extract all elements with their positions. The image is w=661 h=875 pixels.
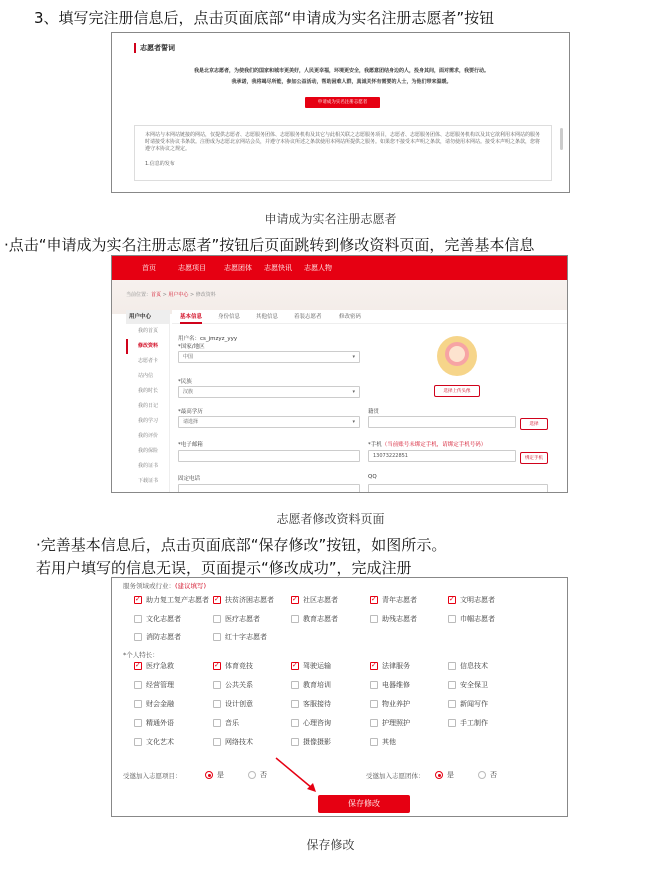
tab-password[interactable]: 修改密码 [339, 314, 362, 320]
chevron-down-icon: ▾ [352, 354, 355, 360]
tab-identity[interactable]: 身份信息 [218, 314, 241, 320]
breadcrumb-prefix: 当前位置： [126, 292, 152, 298]
skills-label: *个人特长： [123, 651, 159, 659]
pointer-arrow-icon [272, 754, 320, 796]
invite-team-no-label: 否 [490, 771, 497, 779]
email-field[interactable] [178, 450, 360, 462]
skill-option-label: 客服接待 [303, 700, 331, 708]
nav-news[interactable]: 志愿快讯 [264, 264, 292, 272]
skill-option-label: 安全保卫 [460, 681, 488, 689]
side-item[interactable]: 我的保险 [138, 448, 159, 454]
skill-option-label: 精通外语 [146, 719, 174, 727]
service-option-label: 医疗志愿者 [225, 614, 260, 623]
step3-heading: 3、填写完注册信息后，点击页面底部“申请成为实名注册志愿者”按钮 [34, 9, 495, 27]
apply-real-name-volunteer-button[interactable]: 申请成为实名注册志愿者 [305, 97, 380, 108]
skill-option-checkbox[interactable] [134, 700, 142, 708]
service-option-label: 青年志愿者 [382, 596, 417, 604]
skill-option-label: 摄像摄影 [303, 738, 331, 746]
service-option-checkbox[interactable] [291, 596, 299, 604]
skill-option-label: 信息技术 [460, 662, 488, 670]
skill-option-checkbox[interactable] [213, 681, 221, 689]
phone-field[interactable] [368, 450, 516, 462]
service-option-label: 文化志愿者 [146, 614, 181, 623]
invite-project-label: 受邀加入志愿项目： [123, 772, 182, 780]
caption-3: 保存修改 [306, 838, 355, 852]
skill-option-label: 新闻写作 [460, 700, 488, 708]
skill-option-label: 音乐 [225, 719, 239, 727]
skill-option-label: 财会金融 [146, 700, 174, 708]
skill-option-label: 电器维修 [382, 681, 410, 689]
phone-label: *手机 [368, 442, 382, 448]
landline-field[interactable] [178, 484, 360, 493]
education-label: *最高学历 [178, 409, 203, 415]
skill-option-checkbox[interactable] [291, 700, 299, 708]
qq-label: QQ [368, 474, 377, 480]
side-item[interactable]: 我的日记 [138, 403, 159, 409]
ethnic-select[interactable] [178, 386, 360, 398]
country-select[interactable] [178, 351, 360, 363]
service-option-label: 巾帼志愿者 [460, 614, 495, 623]
side-item-edit-profile[interactable]: 修改资料 [126, 339, 169, 354]
skill-option-checkbox[interactable] [370, 700, 378, 708]
skill-option-checkbox[interactable] [213, 719, 221, 727]
skill-option-checkbox[interactable] [448, 662, 456, 670]
invite-team-yes-radio[interactable] [435, 771, 443, 779]
skill-option-checkbox[interactable] [213, 700, 221, 708]
nav-people[interactable]: 志愿人物 [304, 264, 332, 272]
invite-team-yes-label: 是 [447, 771, 454, 779]
upload-avatar-button[interactable]: 选择上传头像 [434, 385, 480, 397]
save-changes-button[interactable]: 保存修改 [318, 795, 410, 813]
skill-option-checkbox[interactable] [370, 681, 378, 689]
side-item[interactable]: 下载证书 [138, 478, 159, 484]
pledge-line: 我是北京志愿者，为使我们的国家和城市更美好，人民更幸福，环境更安全，我愿意团结身边的人，投身其间，面对需求，我要行动。 [193, 68, 489, 74]
service-label-text: 服务领域或行业： [123, 582, 175, 590]
email-label: *电子邮箱 [178, 442, 203, 448]
ethnic-label: *民族 [178, 379, 192, 385]
invite-project-no-label: 否 [260, 771, 267, 779]
pledge-text [112, 67, 570, 85]
service-option-label: 助残志愿者 [382, 614, 417, 623]
step-b-heading: ·点击“申请成为实名注册志愿者”按钮后页面跳转到修改资料页面，完善基本信息 [4, 236, 535, 254]
side-menu [126, 310, 170, 493]
skill-option-checkbox[interactable] [448, 681, 456, 689]
skill-option-checkbox[interactable] [291, 662, 299, 670]
skill-option-label: 法律服务 [382, 662, 410, 670]
service-option-label: 红十字志愿者 [225, 633, 267, 641]
service-option-label: 助力复工复产志愿者 [146, 596, 209, 604]
service-option-label: 文明志愿者 [460, 596, 495, 604]
skill-option-checkbox[interactable] [370, 662, 378, 670]
country-label: *国家/地区 [178, 344, 205, 350]
skill-option-checkbox[interactable] [291, 681, 299, 689]
skill-option-checkbox[interactable] [370, 738, 378, 746]
skill-option-label: 驾驶运输 [303, 662, 331, 670]
skill-option-label: 经营管理 [146, 681, 174, 689]
breadcrumb-user-center[interactable]: 用户中心 [168, 292, 189, 298]
terms-item: 1.信息的发布 [145, 161, 175, 167]
service-option-checkbox[interactable] [134, 615, 142, 623]
skill-option-label: 护理照护 [382, 719, 410, 727]
service-option-checkbox[interactable] [213, 615, 221, 623]
terms-scrollbar[interactable] [560, 128, 563, 150]
breadcrumb-current: 修改资料 [195, 292, 216, 298]
skill-option-label: 手工制作 [460, 719, 488, 727]
service-option-label: 扶贫济困志愿者 [225, 596, 274, 604]
skill-option-label: 设计创意 [225, 700, 253, 708]
side-item[interactable]: 我的证书 [138, 463, 159, 469]
terms-text: 本网站与本网站链接的网站，仅提供志愿者、志愿服务团体、志愿服务机构及其它与此相关联之志愿服务项目，志愿者、志愿服务团体、志愿服务机构以及其它欲利用本网站的服务时请接受本协议书条款。注册成为志愿北京网站会员，并遵守本协议所述之条款使用本网站所提供之服务。如果您不接受本声明之条款，请勿使用本网站。接受本声明之条款，您将遵守本协议之规定。 [145, 132, 541, 152]
skill-option-checkbox[interactable] [134, 662, 142, 670]
qq-field[interactable] [368, 484, 548, 493]
breadcrumb-home[interactable]: 首页 [151, 292, 162, 298]
side-item[interactable]: 站内信 [138, 373, 154, 379]
skill-option-label: 教育培训 [303, 681, 331, 689]
skill-option-checkbox[interactable] [134, 681, 142, 689]
nav-projects[interactable]: 志愿项目 [178, 264, 206, 272]
screenshot-edit-profile [111, 255, 568, 493]
skill-option-label: 体育竞技 [225, 662, 253, 670]
invite-team-no-radio[interactable] [478, 771, 486, 779]
service-option-checkbox[interactable] [370, 596, 378, 604]
side-item[interactable]: 我的首页 [138, 328, 159, 334]
native-place-label: 籍贯 [368, 409, 380, 415]
service-field-label [123, 581, 206, 590]
username-row [178, 334, 237, 342]
avatar-skin-icon [449, 346, 465, 362]
skill-option-checkbox[interactable] [291, 738, 299, 746]
skill-option-checkbox[interactable] [213, 662, 221, 670]
service-option-checkbox[interactable] [448, 596, 456, 604]
avatar [437, 336, 477, 376]
education-value: 请选择 [183, 419, 199, 425]
pledge-line: 我承诺，我将竭尽所能，参加公益活动，帮助困难人群，真诚关怀有需要的人士，为他们带来温暖。 [231, 79, 452, 85]
skill-option-label: 医疗急救 [146, 662, 174, 670]
ethnic-value: 汉族 [183, 389, 194, 395]
invite-team-label: 受邀加入志愿团体： [366, 772, 425, 780]
username-label: 用户名： [178, 336, 201, 342]
invite-project-no-radio[interactable] [248, 771, 256, 779]
native-place-input[interactable] [368, 416, 516, 428]
nav-home[interactable]: 首页 [142, 264, 156, 272]
service-option-checkbox[interactable] [134, 596, 142, 604]
country-value: 中国 [183, 354, 194, 360]
native-select-button[interactable]: 选择 [520, 418, 548, 430]
skill-option-label: 文化艺术 [146, 738, 174, 746]
step-c-heading-2: 若用户填写的信息无误，页面提示“修改成功”，完成注册 [36, 559, 412, 577]
screenshot-pledge [111, 32, 570, 193]
phone-value: 13073222851 [373, 453, 408, 459]
tab-basic-info[interactable]: 基本信息 [180, 310, 202, 324]
bind-phone-button[interactable]: 绑定手机 [520, 452, 548, 464]
skill-option-checkbox[interactable] [291, 719, 299, 727]
phone-label-row [368, 440, 486, 448]
invite-project-yes-label: 是 [217, 771, 224, 779]
side-item[interactable]: 志愿者卡 [138, 358, 159, 364]
side-item[interactable]: 我的时长 [138, 388, 159, 394]
skill-option-label: 其他 [382, 738, 396, 746]
service-hint: (建议填写) [175, 582, 207, 590]
landline-label: 固定电话 [178, 476, 201, 482]
side-item[interactable]: 我的评价 [138, 433, 159, 439]
service-option-checkbox[interactable] [213, 633, 221, 641]
side-item[interactable]: 我的学习 [138, 418, 159, 424]
skill-option-checkbox[interactable] [370, 719, 378, 727]
skill-option-label: 公共关系 [225, 681, 253, 689]
skill-option-checkbox[interactable] [448, 700, 456, 708]
service-option-checkbox[interactable] [448, 615, 456, 623]
skill-option-label: 心理咨询 [303, 719, 331, 727]
service-option-label: 消防志愿者 [146, 633, 181, 641]
terms-box [134, 125, 552, 181]
caption-1: 申请成为实名注册志愿者 [264, 212, 397, 226]
nav-teams[interactable]: 志愿团体 [224, 264, 252, 272]
phone-hint: （当前账号未绑定手机，请绑定手机号码） [381, 442, 487, 448]
invite-project-yes-radio[interactable] [205, 771, 213, 779]
chevron-down-icon: ▾ [352, 419, 355, 425]
skill-option-checkbox[interactable] [448, 719, 456, 727]
service-option-checkbox[interactable] [291, 615, 299, 623]
service-option-label: 教育志愿者 [303, 614, 338, 623]
skill-option-checkbox[interactable] [134, 738, 142, 746]
screenshot-save [111, 577, 568, 817]
service-option-label: 社区志愿者 [303, 596, 338, 604]
skill-option-checkbox[interactable] [213, 738, 221, 746]
profile-tabs [172, 310, 567, 324]
service-option-checkbox[interactable] [213, 596, 221, 604]
education-select[interactable] [178, 416, 360, 428]
username-value: cs_jmzyz_yyy [200, 336, 238, 342]
pledge-title: 志愿者誓词 [134, 43, 175, 53]
breadcrumb: 当前位置：首页 > 用户中心 > 修改资料 [126, 292, 216, 298]
skill-option-label: 物业养护 [382, 700, 410, 708]
caption-2: 志愿者修改资料页面 [276, 512, 385, 526]
chevron-down-icon: ▾ [352, 389, 355, 395]
skill-option-label: 网络技术 [225, 738, 253, 746]
step-c-heading-1: ·完善基本信息后，点击页面底部“保存修改”按钮，如图所示。 [36, 536, 447, 554]
service-option-checkbox[interactable] [370, 615, 378, 623]
tab-other[interactable]: 其他信息 [256, 314, 279, 320]
service-option-checkbox[interactable] [134, 633, 142, 641]
side-menu-head: 用户中心 [126, 310, 170, 324]
tab-uniform[interactable]: 着装志愿者 [294, 314, 322, 320]
skill-option-checkbox[interactable] [134, 719, 142, 727]
